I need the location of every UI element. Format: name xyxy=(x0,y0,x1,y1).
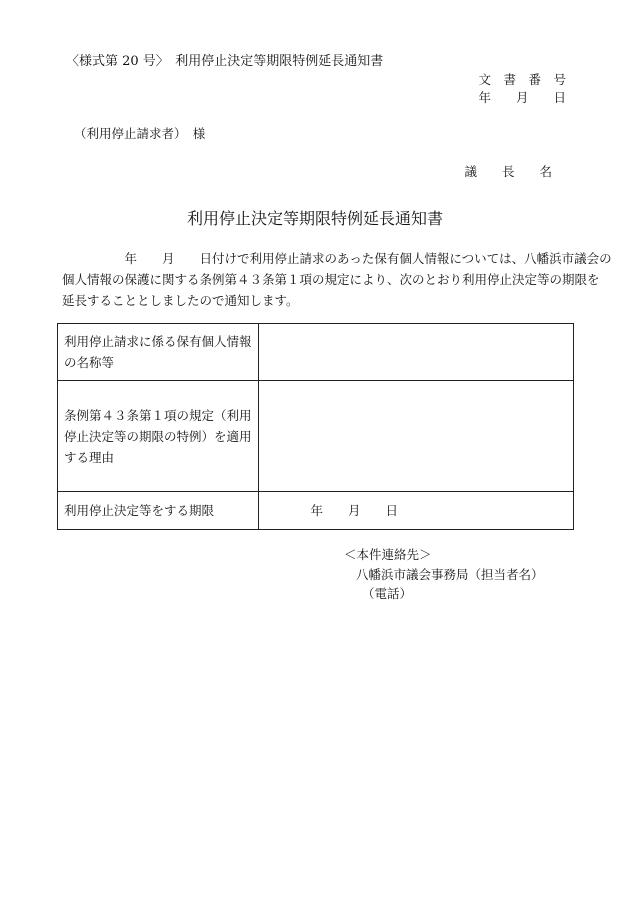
contact-phone: （電話） xyxy=(362,586,413,601)
value-cell-information-name xyxy=(258,324,573,381)
body-line: 個人情報の保護に関する条例第４３条第１項の規定により、次のとおり利用停止決定等の期限を xyxy=(62,272,600,287)
table-row xyxy=(58,381,574,492)
notice-body xyxy=(62,248,612,311)
sender: 議 長 名 xyxy=(464,164,552,179)
label-cell-information-name xyxy=(58,324,259,381)
value-cell-deadline: 年 月 日 xyxy=(258,492,573,530)
info-table xyxy=(57,323,574,530)
label-line: の名称等 xyxy=(64,355,115,370)
body-line: 延長することとしましたので通知します。 xyxy=(62,293,299,308)
contact-heading: ＜本件連絡先＞ xyxy=(344,547,432,562)
page-title: 利用停止決定等期限特例延長通知書 xyxy=(186,209,443,228)
body-line: 年 月 日付けで利用停止請求のあった保有個人情報については、八幡浜市議会の xyxy=(62,251,612,266)
label-line: 利用停止決定等をする期限 xyxy=(64,503,215,518)
label-cell-deadline xyxy=(58,492,259,530)
document-date: 年 月 日 xyxy=(478,90,566,105)
table-row xyxy=(58,492,574,530)
table-row xyxy=(58,324,574,381)
recipient: （利用停止請求者） 様 xyxy=(74,126,206,141)
label-line: する理由 xyxy=(64,449,115,465)
label-line: 利用停止請求に係る保有個人情報 xyxy=(64,334,252,349)
label-line: 停止決定等の期限の特例）を適用 xyxy=(64,428,252,444)
form-number: 〈様式第 20 号〉 利用停止決定等期限特例延長通知書 xyxy=(66,54,384,69)
label-cell-reason xyxy=(58,381,259,492)
label-line: 条例第４３条第１項の規定（利用 xyxy=(64,407,252,423)
document-number: 文 書 番 号 xyxy=(478,72,566,87)
value-cell-reason xyxy=(258,381,573,492)
contact-office: 八幡浜市議会事務局（担当者名） xyxy=(356,567,544,582)
